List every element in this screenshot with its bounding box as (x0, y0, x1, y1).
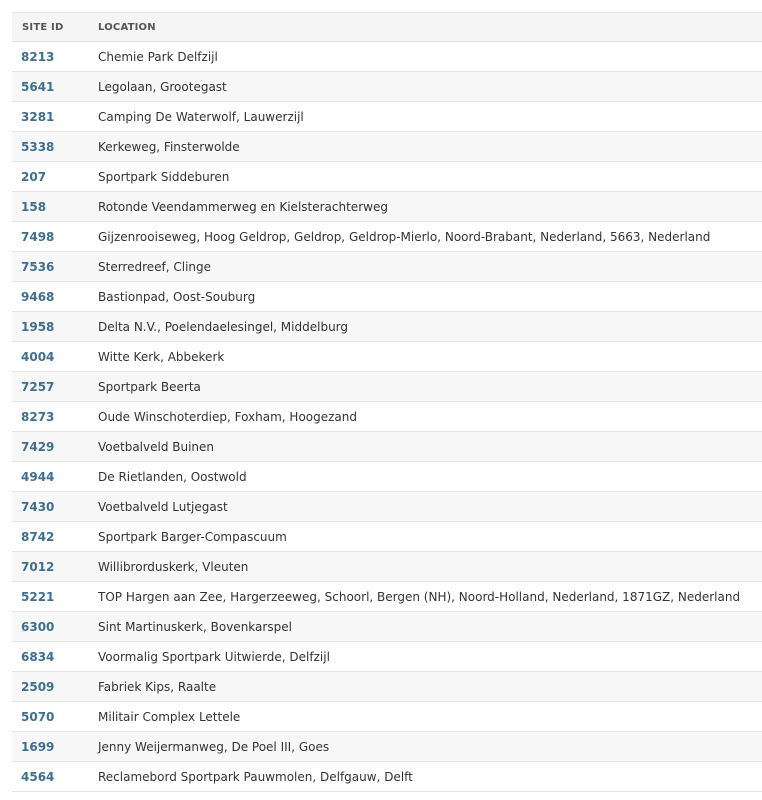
site-id-link[interactable]: 7430 (21, 499, 55, 514)
location-cell: Voetbalveld Buinen (88, 432, 762, 462)
site-id-cell[interactable] (12, 342, 88, 372)
site-id-link[interactable]: 7012 (21, 559, 55, 574)
site-id-cell[interactable] (12, 492, 88, 522)
site-id-link[interactable]: 1699 (21, 739, 55, 754)
site-id-cell[interactable] (12, 282, 88, 312)
table-row (12, 102, 762, 132)
table-row (12, 552, 762, 582)
location-cell: Oude Winschoterdiep, Foxham, Hoogezand (88, 402, 762, 432)
site-id-cell[interactable] (12, 252, 88, 282)
site-id-link[interactable]: 9468 (21, 289, 55, 304)
table-body (12, 42, 762, 792)
site-id-cell[interactable] (12, 102, 88, 132)
site-id-link[interactable]: 1958 (21, 319, 55, 334)
table-row (12, 222, 762, 252)
table-row (12, 702, 762, 732)
header-row (12, 13, 762, 42)
sites-table-container (12, 12, 762, 792)
location-cell: Sportpark Siddeburen (88, 162, 762, 192)
table-row (12, 312, 762, 342)
site-id-link[interactable]: 7536 (21, 259, 55, 274)
location-cell: Chemie Park Delfzijl (88, 42, 762, 72)
site-id-link[interactable]: 5221 (21, 589, 55, 604)
site-id-cell[interactable] (12, 552, 88, 582)
site-id-link[interactable]: 6300 (21, 619, 55, 634)
site-id-cell[interactable] (12, 432, 88, 462)
site-id-link[interactable]: 2509 (21, 679, 55, 694)
site-id-cell[interactable] (12, 612, 88, 642)
location-cell: Fabriek Kips, Raalte (88, 672, 762, 702)
location-cell: Rotonde Veendammerweg en Kielsterachterweg (88, 192, 762, 222)
location-cell: Legolaan, Grootegast (88, 72, 762, 102)
table-row (12, 372, 762, 402)
table-row (12, 522, 762, 552)
table-row (12, 132, 762, 162)
site-id-link[interactable]: 6834 (21, 649, 55, 664)
table-row (12, 342, 762, 372)
table-row (12, 252, 762, 282)
table-row (12, 492, 762, 522)
site-id-cell[interactable] (12, 162, 88, 192)
location-cell: TOP Hargen aan Zee, Hargerzeeweg, Schoorl, Bergen (NH), Noord-Holland, Nederland, 1871GZ, Nederland (88, 582, 762, 612)
table-row (12, 582, 762, 612)
location-cell: Gijzenrooiseweg, Hoog Geldrop, Geldrop, Geldrop-Mierlo, Noord-Brabant, Nederland, 5663, Nederland (88, 222, 762, 252)
location-cell: Sportpark Beerta (88, 372, 762, 402)
column-header-site-id[interactable]: SITE ID (12, 13, 88, 42)
site-id-cell[interactable] (12, 642, 88, 672)
site-id-cell[interactable] (12, 462, 88, 492)
site-id-cell[interactable] (12, 192, 88, 222)
site-id-cell[interactable] (12, 372, 88, 402)
site-id-cell[interactable] (12, 702, 88, 732)
site-id-link[interactable]: 5338 (21, 139, 55, 154)
site-id-cell[interactable] (12, 312, 88, 342)
location-cell: Sportpark Barger-Compascuum (88, 522, 762, 552)
table-row (12, 42, 762, 72)
site-id-link[interactable]: 158 (21, 199, 47, 214)
table-header (12, 13, 762, 42)
location-cell: Bastionpad, Oost-Souburg (88, 282, 762, 312)
location-cell: Sint Martinuskerk, Bovenkarspel (88, 612, 762, 642)
site-id-cell[interactable] (12, 582, 88, 612)
sites-table (12, 12, 762, 792)
location-cell: De Rietlanden, Oostwold (88, 462, 762, 492)
site-id-link[interactable]: 8742 (21, 529, 55, 544)
table-row (12, 672, 762, 702)
table-row (12, 192, 762, 222)
site-id-cell[interactable] (12, 732, 88, 762)
location-cell: Willibrorduskerk, Vleuten (88, 552, 762, 582)
site-id-link[interactable]: 5070 (21, 709, 55, 724)
location-cell: Jenny Weijermanweg, De Poel III, Goes (88, 732, 762, 762)
location-cell: Sterredreef, Clinge (88, 252, 762, 282)
site-id-cell[interactable] (12, 762, 88, 792)
site-id-link[interactable]: 8213 (21, 49, 55, 64)
site-id-link[interactable]: 8273 (21, 409, 55, 424)
site-id-link[interactable]: 5641 (21, 79, 55, 94)
site-id-link[interactable]: 7498 (21, 229, 55, 244)
site-id-link[interactable]: 7257 (21, 379, 55, 394)
location-cell: Reclamebord Sportpark Pauwmolen, Delfgauw, Delft (88, 762, 762, 792)
site-id-cell[interactable] (12, 132, 88, 162)
site-id-cell[interactable] (12, 72, 88, 102)
location-cell: Voormalig Sportpark Uitwierde, Delfzijl (88, 642, 762, 672)
site-id-cell[interactable] (12, 222, 88, 252)
table-row (12, 402, 762, 432)
site-id-cell[interactable] (12, 522, 88, 552)
site-id-cell[interactable] (12, 42, 88, 72)
site-id-link[interactable]: 4004 (21, 349, 55, 364)
table-row (12, 642, 762, 672)
site-id-cell[interactable] (12, 402, 88, 432)
site-id-link[interactable]: 7429 (21, 439, 55, 454)
site-id-cell[interactable] (12, 672, 88, 702)
location-cell: Delta N.V., Poelendaelesingel, Middelburg (88, 312, 762, 342)
table-row (12, 462, 762, 492)
column-header-location[interactable]: LOCATION (88, 13, 762, 42)
site-id-link[interactable]: 3281 (21, 109, 55, 124)
location-cell: Camping De Waterwolf, Lauwerzijl (88, 102, 762, 132)
table-row (12, 432, 762, 462)
table-row (12, 72, 762, 102)
site-id-link[interactable]: 207 (21, 169, 47, 184)
location-cell: Kerkeweg, Finsterwolde (88, 132, 762, 162)
table-row (12, 732, 762, 762)
location-cell: Witte Kerk, Abbekerk (88, 342, 762, 372)
site-id-link[interactable]: 4944 (21, 469, 55, 484)
location-cell: Voetbalveld Lutjegast (88, 492, 762, 522)
location-cell: Militair Complex Lettele (88, 702, 762, 732)
table-row (12, 162, 762, 192)
site-id-link[interactable]: 4564 (21, 769, 55, 784)
table-row (12, 762, 762, 792)
table-row (12, 612, 762, 642)
table-row (12, 282, 762, 312)
